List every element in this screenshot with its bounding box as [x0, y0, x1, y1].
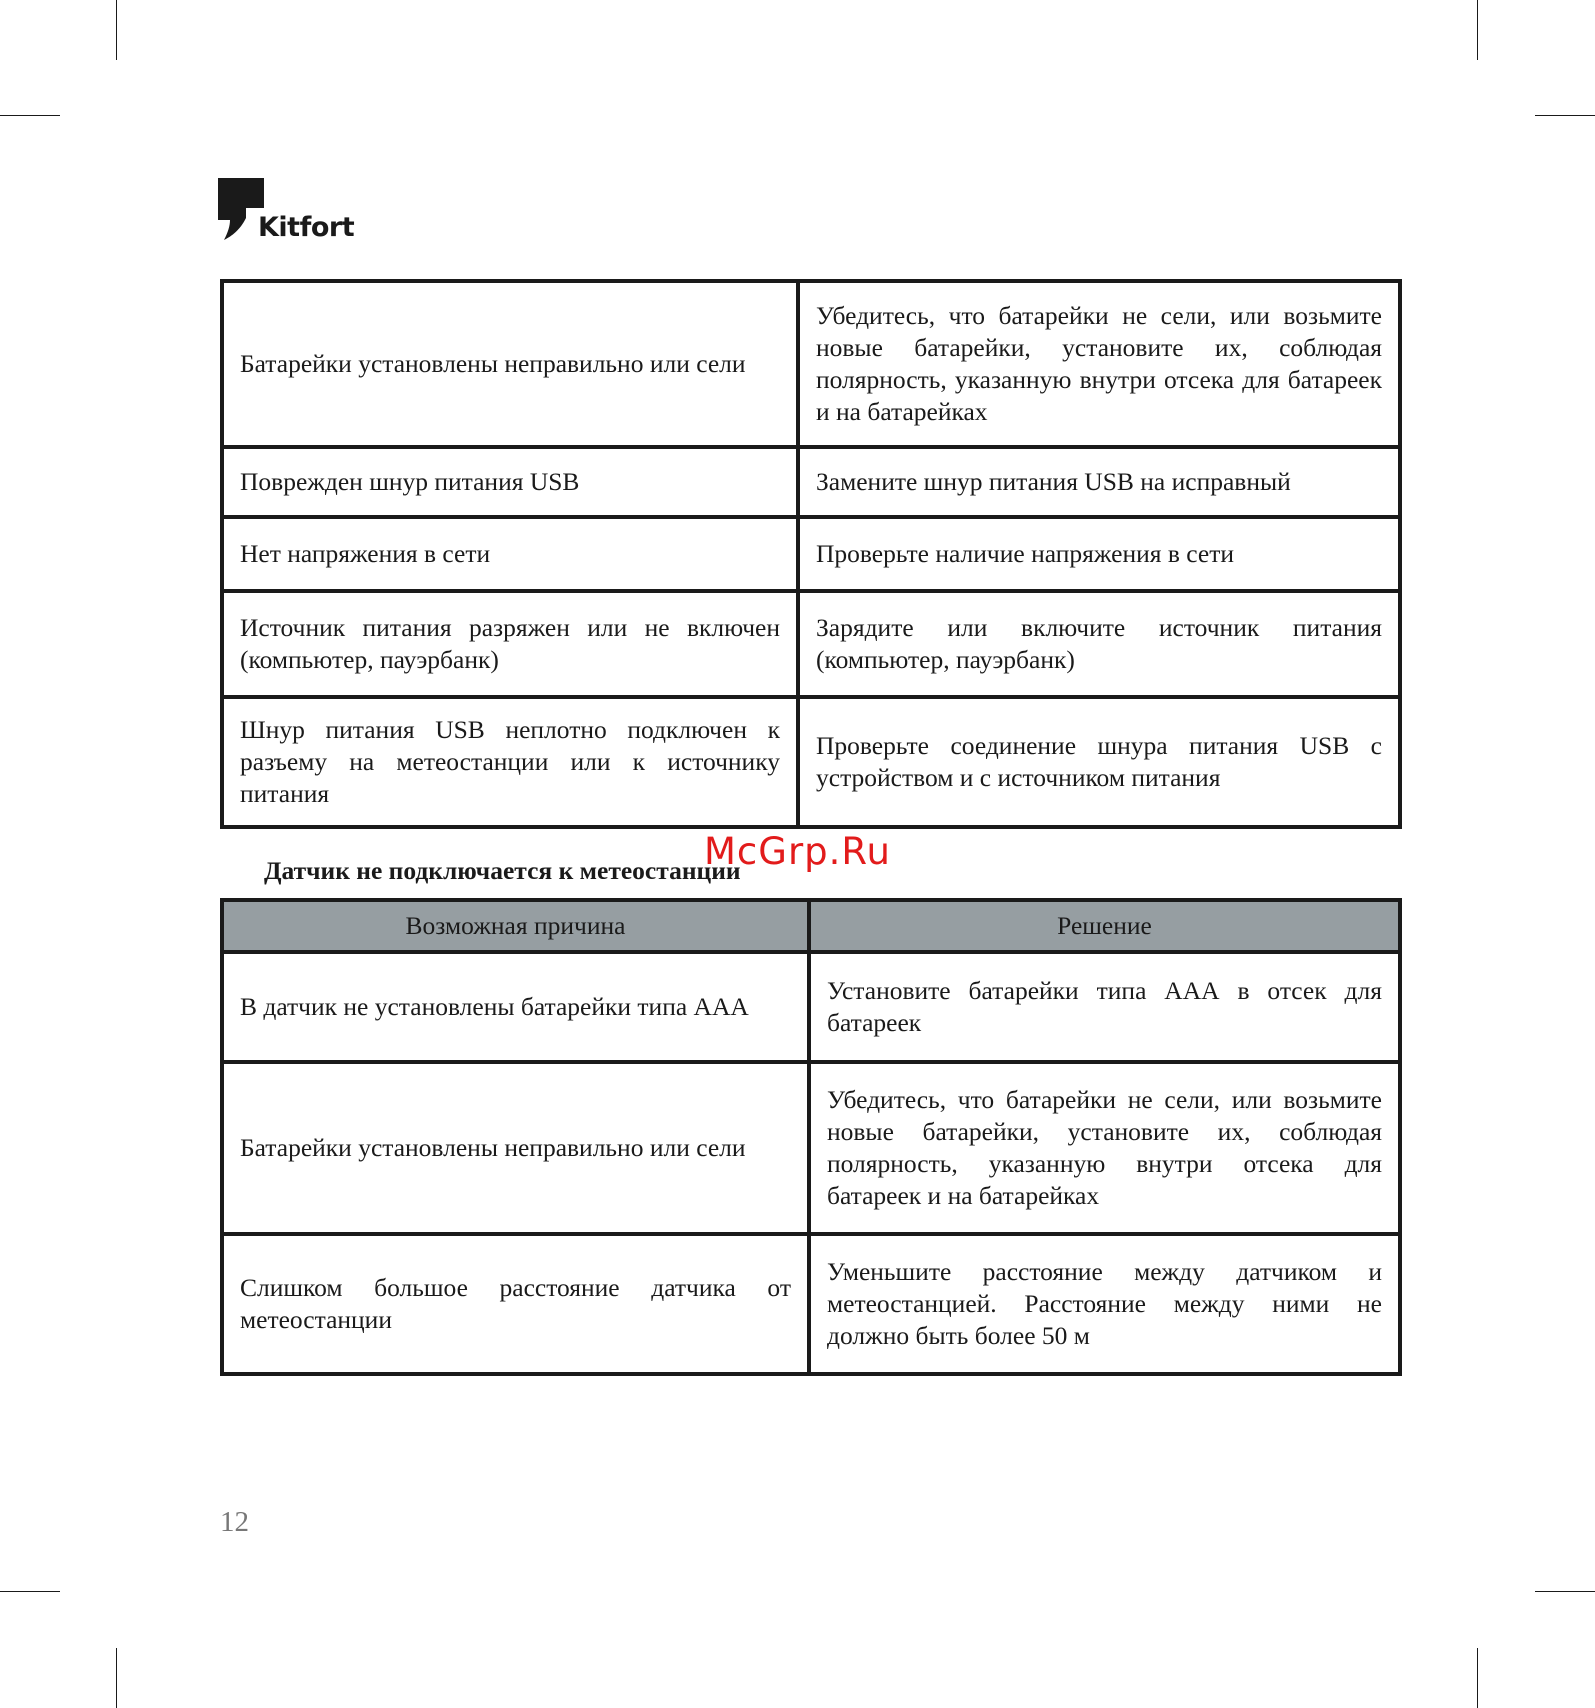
table-row — [222, 591, 1400, 697]
crop-mark — [0, 1591, 60, 1592]
kitfort-logo — [218, 178, 378, 248]
solution-cell: Уменьшите расстояние между датчиком и метеостанцией. Расстояние между ними не должно быть более 50 м — [809, 1234, 1400, 1374]
table-row — [222, 1062, 1400, 1234]
crop-mark — [1477, 0, 1478, 60]
crop-mark — [1535, 115, 1595, 116]
section-title: Датчик не подключается к метеостанции — [264, 856, 741, 885]
crop-mark — [116, 1648, 117, 1708]
troubleshooting-table-sensor — [220, 898, 1402, 1376]
crop-mark — [1535, 1591, 1595, 1592]
cause-cell: Шнур питания USB неплотно подключен к разъему на метеостанции или к источнику питания — [222, 697, 798, 827]
table-row — [222, 517, 1400, 591]
column-header-cause: Возможная причина — [222, 900, 809, 952]
crop-mark — [116, 0, 117, 60]
solution-cell: Убедитесь, что батарейки не сели, или возьмите новые батарейки, установите их, соблюдая полярность, указанную внутри отсека для батареек и на батарейках — [809, 1062, 1400, 1234]
cause-cell: Батарейки установлены неправильно или сели — [222, 1062, 809, 1234]
table-row — [222, 281, 1400, 447]
cause-cell: В датчик не установлены батарейки типа ААА — [222, 952, 809, 1062]
page-number: 12 — [220, 1506, 249, 1538]
cause-cell: Источник питания разряжен или не включен (компьютер, пауэрбанк) — [222, 591, 798, 697]
troubleshooting-table-power — [220, 279, 1402, 829]
table-row — [222, 447, 1400, 517]
table-row — [222, 952, 1400, 1062]
table-header-row — [222, 900, 1400, 952]
cause-cell: Батарейки установлены неправильно или сели — [222, 281, 798, 447]
table-row — [222, 697, 1400, 827]
solution-cell: Замените шнур питания USB на исправный — [798, 447, 1400, 517]
crop-mark — [1477, 1648, 1478, 1708]
watermark: McGrp.Ru — [704, 830, 891, 873]
solution-cell: Убедитесь, что батарейки не сели, или возьмите новые батарейки, установите их, соблюдая полярность, указанную внутри отсека для батареек и на батарейках — [798, 281, 1400, 447]
column-header-solution: Решение — [809, 900, 1400, 952]
brand-name: Kitfort — [258, 212, 355, 243]
solution-cell: Проверьте наличие напряжения в сети — [798, 517, 1400, 591]
crop-mark — [0, 115, 60, 116]
solution-cell: Зарядите или включите источник питания (компьютер, пауэрбанк) — [798, 591, 1400, 697]
solution-cell: Установите батарейки типа ААА в отсек для батареек — [809, 952, 1400, 1062]
cause-cell: Нет напряжения в сети — [222, 517, 798, 591]
table-row — [222, 1234, 1400, 1374]
solution-cell: Проверьте соединение шнура питания USB с устройством и с источником питания — [798, 697, 1400, 827]
cause-cell: Поврежден шнур питания USB — [222, 447, 798, 517]
cause-cell: Слишком большое расстояние датчика от метеостанции — [222, 1234, 809, 1374]
